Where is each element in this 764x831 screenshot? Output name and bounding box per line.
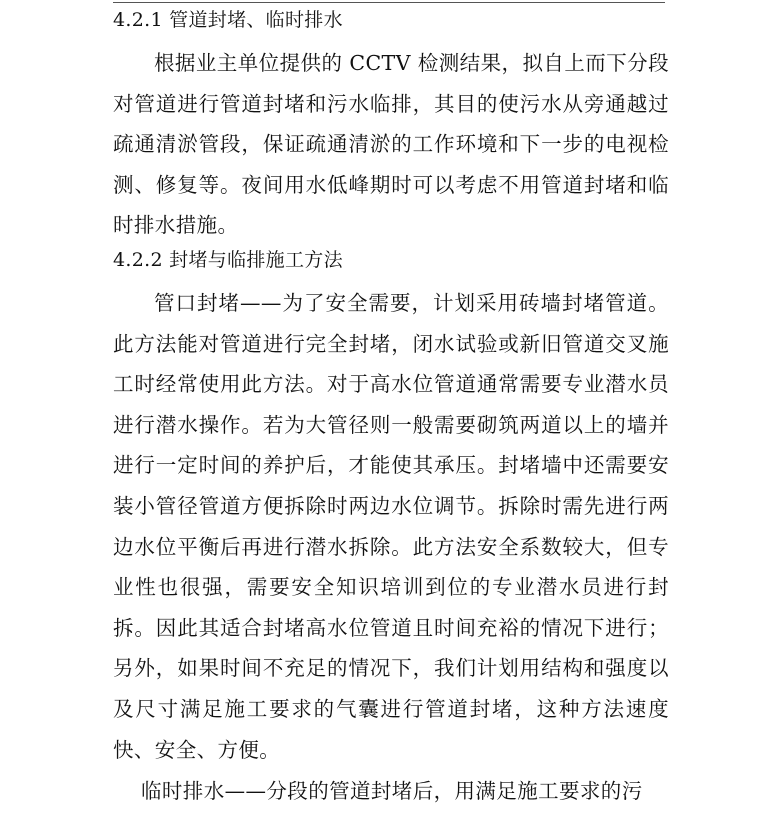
- section-4-2-2-paragraph: 管口封堵——为了安全需要，计划采用砖墙封堵管道。此方法能对管道进行完全封堵，闭水试验或新旧管道交叉施工时经常使用此方法。对于高水位管道通常需要专业潜水员进行潜水操作。若为大管径则一般需要砌筑两道以上的墙并进行一定时间的养护后，才能使其承压。封堵墙中还需要安装小管径管道方便拆除时两边水位调节。拆除时需先进行两边水位平衡后再进行潜水拆除。此方法安全系数较大，但专业性也很强，需要安全知识培训到位的专业潜水员进行封拆。因此其适合封堵高水位管道且时间充裕的情况下进行；另外，如果时间不充足的情况下，我们计划用结构和强度以及尺寸满足施工要求的气囊进行管道封堵，这种方法速度快、安全、方便。: [113, 290, 669, 762]
- header-rule: [113, 2, 665, 3]
- section-4-2-1-paragraph: 根据业主单位提供的 CCTV 检测结果，拟自上而下分段对管道进行管道封堵和污水临排，其目的使污水从旁通越过疏通清淤管段，保证疏通清淤的工作环境和下一步的电视检测、修复等。夜间用水低峰期时可以考虑不用管道封堵和临时排水措施。: [113, 51, 669, 238]
- document-page: [113, 4, 669, 812]
- section-heading-4-2-1: 4.2.1 管道封堵、临时排水: [113, 9, 343, 31]
- section-heading-4-2-2: 4.2.2 封堵与临排施工方法: [113, 248, 343, 271]
- section-4-2-2-paragraph-continued: 临时排水——分段的管道封堵后，用满足施工要求的污: [141, 779, 643, 804]
